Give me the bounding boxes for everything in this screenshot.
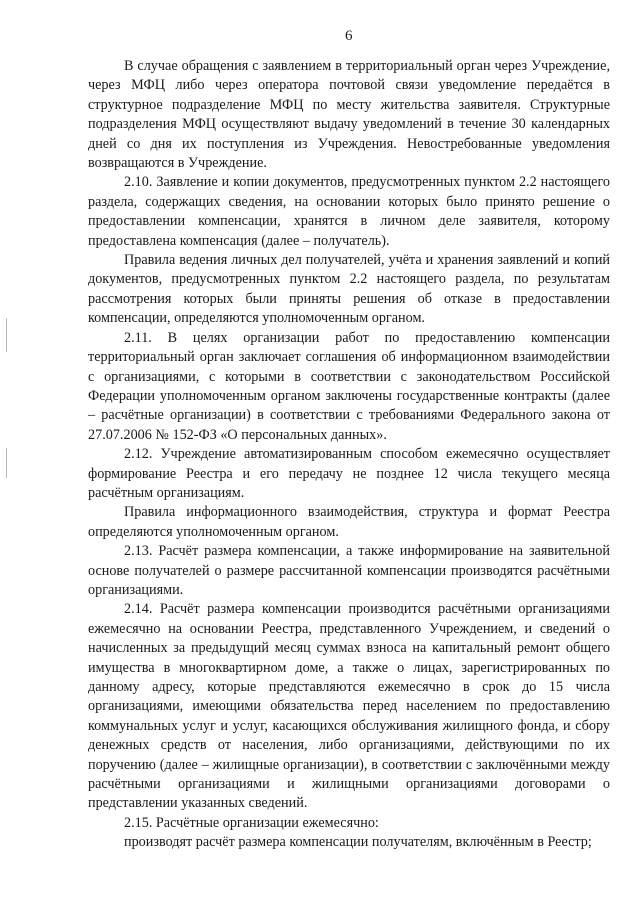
paragraph-2-11: 2.11. В целях организации работ по предоставлению компенсации территориальный орган заключает соглашения об информационном взаимодействии с организациями, с которыми в соответствии с законодательством Российской Федерации уполномоченным органом заключены государственные контракты (далее – расчётные организации) в соответствии с требованиями Федерального закона от 27.07.2006 № 152-ФЗ «О персональных данных».	[88, 329, 610, 443]
paragraph-2-14: 2.14. Расчёт размера компенсации производится расчётными организациями ежемесячно на основании Реестра, представленного Учреждением, и сведений о начисленных за предыдущий месяц суммах взноса на капитальный ремонт общего имущества в многоквартирном доме, а также о лицах, зарегистрированных по данному адресу, которые представляются ежемесячно в срок до 15 числа организациями, имеющими обязательства перед населением по предоставлению коммунальных услуг и услуг, касающихся обслуживания жилищного фонда, и сбору денежных средств от населения, либо организациями, действующими по их поручению (далее – жилищные организации), в соответствии с заключёнными между расчётными организациями и жилищными организациями договорами о представлении указанных сведений.	[88, 601, 610, 812]
page-number: 6	[345, 28, 353, 44]
paragraph-2-13: 2.13. Расчёт размера компенсации, а также информирование на заявительной основе получателей о размере рассчитанной компенсации производятся расчётными организациями.	[88, 543, 610, 598]
document-page	[88, 28, 610, 853]
paragraph-2-10: 2.10. Заявление и копии документов, предусмотренных пунктом 2.2 настоящего раздела, содержащих сведения, на основании которых было принято решение о предоставлении компенсации, хранятся в личном деле заявителя, которому предоставлена компенсация (далее – получатель).	[88, 174, 610, 249]
paragraph-2-12: 2.12. Учреждение автоматизированным способом ежемесячно осуществляет формирование Реестра и его передачу не позднее 12 числа текущего месяца расчётным организациям.	[88, 446, 610, 501]
paragraph-notification-delivery: В случае обращения с заявлением в территориальный орган через Учреждение, через МФЦ либо через оператора почтовой связи уведомление передаётся в структурное подразделение МФЦ по месту жительства заявителя. Структурные подразделения МФЦ осуществляют выдачу уведомлений в течение 30 календарных дней со дня их поступления из Учреждения. Невостребованные уведомления возвращаются в Учреждение.	[88, 58, 610, 172]
paragraph-2-15-item-1: производят расчёт размера компенсации получателям, включённым в Реестр;	[124, 834, 592, 851]
paragraph-2-15: 2.15. Расчётные организации ежемесячно:	[124, 814, 379, 831]
paragraph-personal-files-rules: Правила ведения личных дел получателей, учёта и хранения заявлений и копий документов, предусмотренных пунктом 2.2 настоящего раздела, по результатам рассмотрения которых были приняты решения об отказе в предоставлении компенсации, определяются уполномоченным органом.	[88, 252, 610, 327]
paragraph-registry-rules: Правила информационного взаимодействия, структура и формат Реестра определяются уполномоченным органом.	[88, 504, 610, 540]
scan-edge-mark	[6, 318, 7, 352]
scan-edge-mark	[6, 448, 7, 478]
